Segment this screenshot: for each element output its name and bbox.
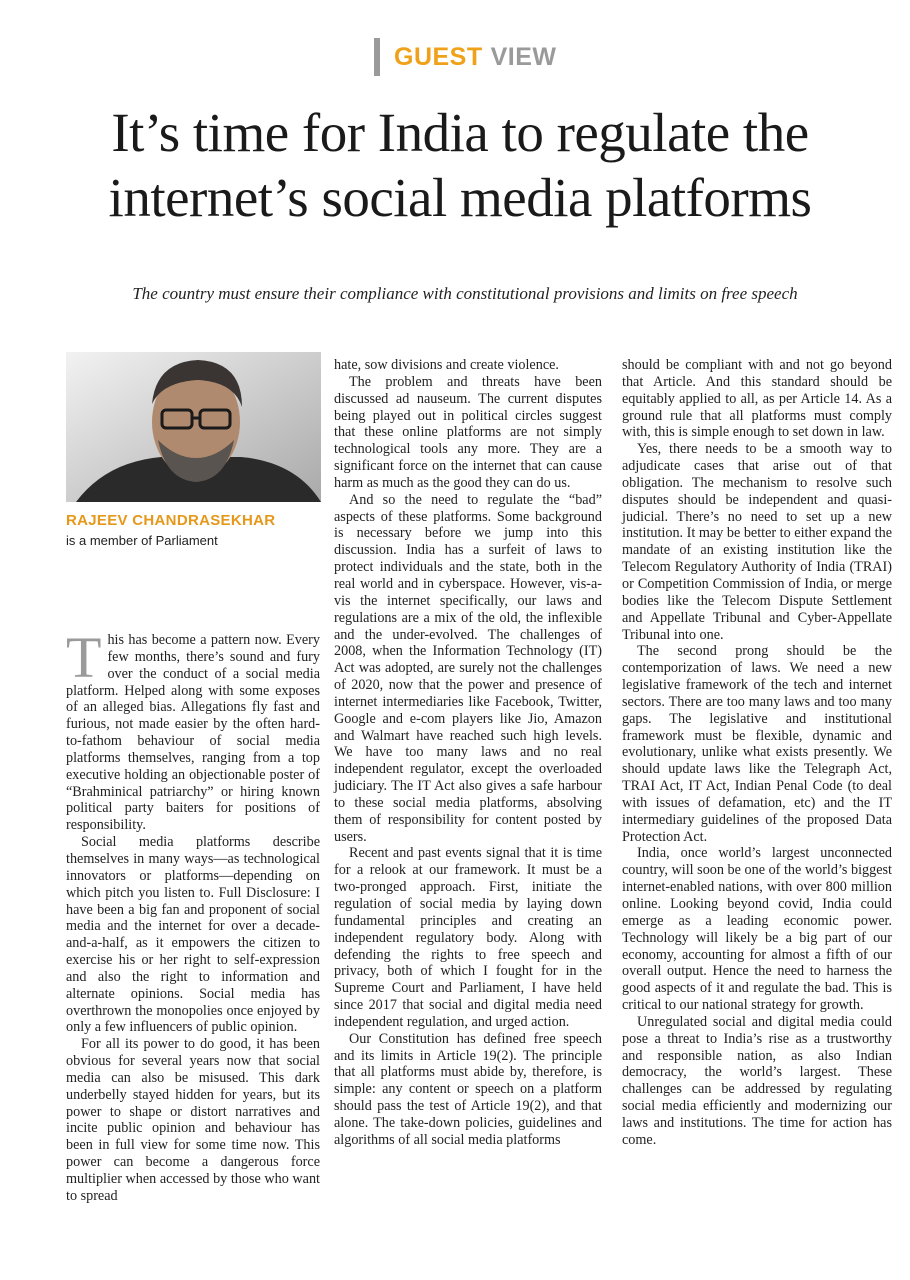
headline-line-1: It’s time for India to regulate the: [111, 102, 809, 163]
drop-cap: T: [66, 625, 102, 690]
section-kicker: [374, 38, 557, 76]
paragraph: Social media platforms describe themselves in many ways—as technological innovators or platforms—depending on which pitch you listen to. Full Disclosure: I have been a big fan and proponent of social media and the internet for over a decade-and-a-half, as it empowers the citizen to exercise his or her right to self-expression and also the right to information and alternate opinions. Social media has overthrown the monopolies once enjoyed by only a few influencers of public opinion.: [66, 834, 320, 1036]
paragraph: Yes, there needs to be a smooth way to adjudicate cases that arise out of that obligation. The mechanism to resolve such disputes should be independent and quasi-judicial. There’s no need to set up a new institution. It may be better to either expand the mandate of an existing institution like the Telecom Regulatory Authority of India (TRAI) or Competition Commission of India, or merge bodies like the Telecom Dispute Settlement and Appellate Tribunal and Cyber-Appellate Tribunal into one.: [622, 441, 892, 643]
article-column-1: [66, 625, 320, 1205]
paragraph: Recent and past events signal that it is time for a relook at our framework. It must be a two-pronged approach. First, initiate the regulation of social media by laying down fundamental principles and creating an independent regulatory body. Along with defending the rights to free speech and privacy, both of which I fought for in the Supreme Court and Parliament, I have held since 2017 that social and digital media need independent regulation, and urged action.: [334, 845, 602, 1030]
headline-line-2: internet’s social media platforms: [108, 167, 812, 228]
paragraph: India, once world’s largest unconnected country, will soon be one of the world’s biggest internet-enabled nations, with over 800 million online. Looking beyond covid, India could emerge as a leading economic power. Technology will likely be a big part of our economy, accounting for almost a fifth of our overall output. Hence the need to harness the good aspects of it and regulate the bad. This is critical to our national strategy for growth.: [622, 845, 892, 1014]
author-role: is a member of Parliament: [66, 533, 218, 548]
headline: [30, 100, 890, 230]
paragraph: Unregulated social and digital media could pose a threat to India’s rise as a trustworthy and responsible nation, as also Indian democracy, the world’s largest. These challenges can be addressed by regulating social media efficiently and modernizing our laws and institutions. The time for action has come.: [622, 1013, 892, 1148]
paragraph: For all its power to do good, it has been obvious for several years now that social media can also be misused. This dark underbelly stayed hidden for years, but its power to shape or distort narratives and incite public opinion and behaviour has been in full view for some time now. This power can become a dangerous force multiplier when accessed by those who want to spread: [66, 1036, 320, 1204]
article-column-2: [334, 357, 602, 1149]
kicker-view: VIEW: [490, 42, 557, 71]
kicker-divider: [374, 38, 380, 76]
paragraph: The problem and threats have been discussed ad nauseum. The current disputes being played out in political circles suggest that these online platforms are not simply technological tools any more. They are a significant force on the internet that can cause harm as much as the good they can do us.: [334, 373, 602, 491]
paragraph: should be compliant with and not go beyond that Article. And this standard should be equitably applied to all, as per Article 14. As a ground rule that all platforms must comply with, this is simple enough to set down in law.: [622, 357, 892, 441]
article-column-3: [622, 357, 892, 1149]
paragraph: hate, sow divisions and create violence.: [334, 357, 559, 373]
author-photo: [66, 352, 321, 502]
paragraph: This has become a pattern now. Every few months, there’s sound and fury over the conduct of a social media platform. Helped along with some exposes of an alleged bias. Allegations fly fast and furious, not made easier by the often hard-to-fathom behaviour of social media platforms themselves, ranging from a top executive holding an objectionable poster of “Brahminical patriarchy” or hiring known political party baiters for positions of responsibility.: [66, 625, 320, 834]
paragraph: Our Constitution has defined free speech and its limits in Article 19(2). The principle that all platforms must abide by, therefore, is simple: any content or speech on a platform should pass the test of Article 19(2), and that alone. The take-down policies, guidelines and algorithms of all social media platforms: [334, 1030, 602, 1148]
paragraph: The second prong should be the contemporization of laws. We need a new legislative framework of the tech and internet sectors. There are too many laws and too many gaps. The legislative and institutional framework must be flexible, dynamic and evolutionary, unlike what exists presently. We should update laws like the Telegraph Act, TRAI Act, IT Act, Indian Penal Code (to deal with issues of defamation, etc) and the IT intermediary guidelines of the proposed Data Protection Act.: [622, 643, 892, 845]
paragraph: And so the need to regulate the “bad” aspects of these platforms. Some background is necessary before we jump into this discussion. India has a surfeit of laws to protect individuals and the state, both in the real world and in cyberspace. However, vis-a-vis the internet specifically, our laws and regulations are a mix of the old, the inflexible and the under-evolved. The challenges of 2008, when the Information Technology (IT) Act was adopted, are surely not the challenges of 2020, now that the power and presence of internet intermediaries like Facebook, Twitter, Google and e-com players like Jio, Amazon and Walmart have reached such high levels. We have too many laws and no real independent regulator, except the overloaded judiciary. The IT Act also gives a safe harbour to these social media platforms, absolving them of responsibility for content posted by users.: [334, 491, 602, 845]
author-name: RAJEEV CHANDRASEKHAR: [66, 512, 276, 529]
kicker-guest: GUEST: [394, 42, 483, 71]
standfirst: The country must ensure their compliance with constitutional provisions and limits on free speech: [132, 284, 798, 303]
